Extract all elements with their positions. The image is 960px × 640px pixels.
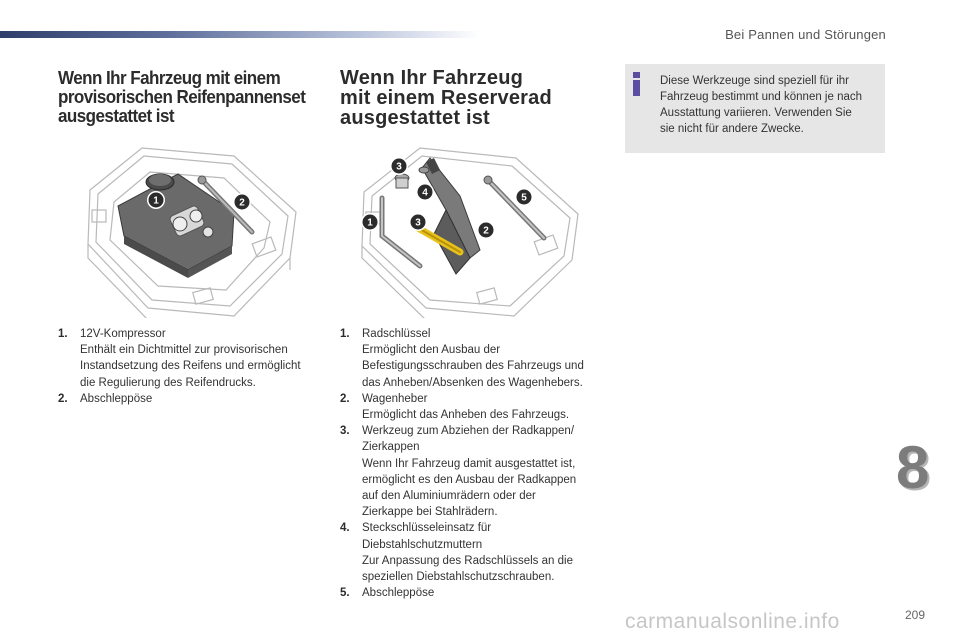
chapter-number: 8 bbox=[896, 434, 930, 501]
callout-3 bbox=[390, 157, 408, 175]
heading-line: Wenn Ihr Fahrzeug mit einem bbox=[58, 67, 281, 88]
header-gradient-bar bbox=[0, 31, 480, 38]
callout-2 bbox=[477, 221, 495, 239]
item-number: 3. bbox=[340, 425, 350, 438]
callout-3 bbox=[409, 213, 427, 231]
info-icon bbox=[631, 72, 643, 94]
repair-kit-illustration bbox=[84, 140, 300, 318]
item-line: Ermöglicht das Anheben des Fahrzeugs. bbox=[362, 409, 570, 422]
svg-text:1: 1 bbox=[153, 195, 159, 207]
item-line: die Regulierung des Reifendrucks. bbox=[80, 376, 256, 389]
running-head: Bei Pannen und Störungen bbox=[725, 27, 886, 42]
item-line: auf den Aluminiumrädern oder der bbox=[362, 490, 536, 503]
svg-text:1: 1 bbox=[367, 217, 373, 229]
svg-text:2: 2 bbox=[239, 197, 245, 209]
item-line: Werkzeug zum Abziehen der Radkappen/ bbox=[362, 425, 575, 438]
callout-1 bbox=[361, 213, 379, 231]
heading-line: ausgestattet ist bbox=[340, 107, 490, 129]
list-item bbox=[340, 520, 610, 585]
heading-line: ausgestattet ist bbox=[58, 105, 175, 126]
svg-text:2: 2 bbox=[483, 225, 489, 237]
info-line: Diese Werkzeuge sind speziell für ihr bbox=[660, 75, 849, 87]
item-line: Ermöglicht den Ausbau der bbox=[362, 344, 501, 357]
right-section-heading bbox=[340, 68, 552, 128]
callout-5 bbox=[515, 188, 533, 206]
callout-4 bbox=[416, 183, 434, 201]
heading-line: Wenn Ihr Fahrzeug bbox=[340, 67, 524, 89]
list-item bbox=[340, 585, 610, 601]
heading-line: provisorischen Reifenpannenset bbox=[58, 86, 306, 107]
info-box bbox=[625, 64, 885, 153]
list-item bbox=[340, 326, 610, 391]
list-item bbox=[340, 423, 610, 520]
item-number: 2. bbox=[58, 392, 68, 405]
item-number: 5. bbox=[340, 587, 350, 600]
callout-1 bbox=[147, 191, 165, 209]
item-line: speziellen Diebstahlschutzschrauben. bbox=[362, 571, 555, 584]
info-line: Fahrzeug bestimmt und können je nach bbox=[660, 91, 863, 103]
callout-2 bbox=[233, 193, 251, 211]
item-line: Zierkappen bbox=[362, 441, 420, 454]
watermark: carmanualsonline.info bbox=[625, 610, 840, 633]
heading-line: mit einem Reserverad bbox=[340, 87, 552, 109]
item-line: Wagenheber bbox=[362, 392, 428, 405]
list-item bbox=[58, 326, 328, 391]
svg-text:3: 3 bbox=[396, 161, 402, 173]
item-line: Abschleppöse bbox=[362, 587, 435, 600]
spare-wheel-legend bbox=[340, 326, 610, 601]
item-line: Diebstahlschutzmuttern bbox=[362, 538, 483, 551]
svg-text:4: 4 bbox=[422, 187, 428, 199]
item-number: 2. bbox=[340, 392, 350, 405]
item-line: das Anheben/Absenken des Wagenhebers. bbox=[362, 376, 583, 389]
item-line: Radschlüssel bbox=[362, 328, 431, 340]
list-item bbox=[58, 391, 328, 407]
item-number: 4. bbox=[340, 522, 350, 535]
item-line: 12V-Kompressor bbox=[80, 328, 166, 340]
list-item bbox=[340, 391, 610, 423]
svg-text:5: 5 bbox=[521, 192, 527, 204]
item-number: 1. bbox=[58, 328, 68, 340]
item-line: ermöglicht es den Ausbau der Radkappen bbox=[362, 473, 577, 486]
info-line: Ausstattung variieren. Verwenden Sie bbox=[660, 107, 852, 119]
info-text bbox=[660, 73, 882, 137]
item-line: Steckschlüsseleinsatz für bbox=[362, 522, 492, 535]
repair-kit-legend bbox=[58, 326, 328, 407]
item-line: Zierkappe bei Stahlrädern. bbox=[362, 506, 498, 519]
item-line: Enthält ein Dichtmittel zur provisorischen bbox=[80, 344, 288, 357]
item-line: Abschleppöse bbox=[80, 392, 153, 405]
left-section-heading bbox=[58, 68, 305, 125]
item-line: Befestigungsschrauben des Fahrzeugs und bbox=[362, 360, 584, 373]
page-number: 209 bbox=[905, 608, 926, 622]
item-line: Instandsetzung des Reifens und ermöglicht bbox=[80, 360, 301, 373]
info-line: sie nicht für andere Zwecke. bbox=[660, 123, 804, 135]
spare-wheel-tools-illustration bbox=[360, 140, 582, 318]
item-line: Zur Anpassung des Radschlüssels an die bbox=[362, 554, 573, 567]
item-line: Wenn Ihr Fahrzeug damit ausgestattet ist, bbox=[362, 457, 576, 470]
svg-text:3: 3 bbox=[415, 217, 421, 229]
item-number: 1. bbox=[340, 328, 350, 340]
